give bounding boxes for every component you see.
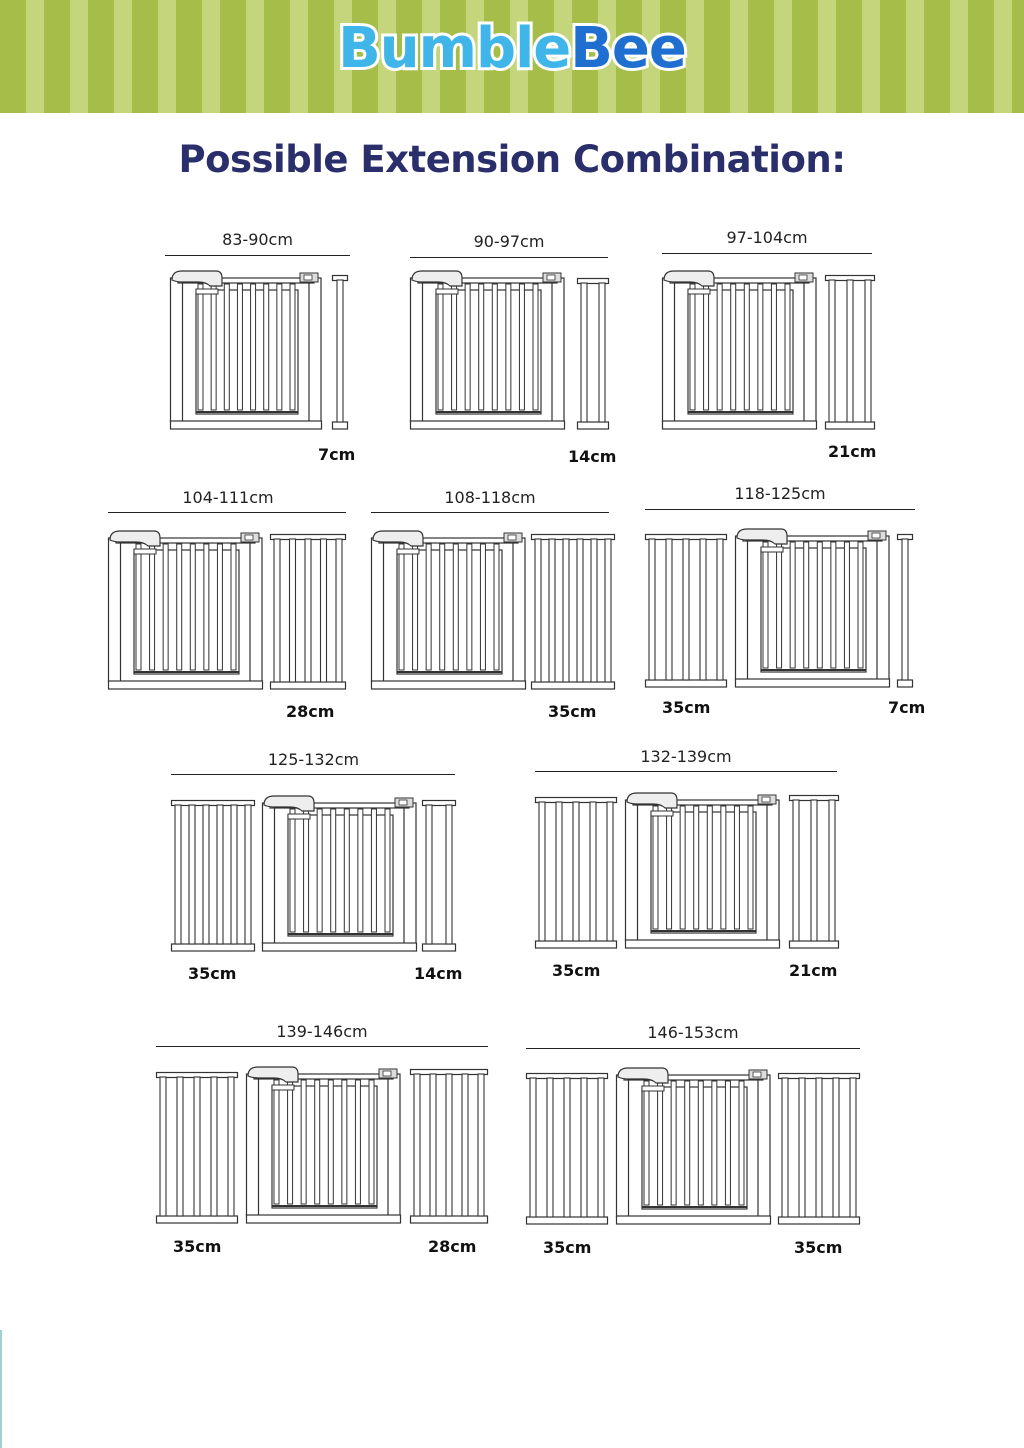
combo-3-gate: [662, 270, 817, 430]
combo-1-right-ext-label: 7cm: [318, 445, 356, 464]
combo-5-gate: [371, 530, 526, 690]
combo-7-right-extension: [422, 800, 456, 952]
combo-1-right-extension: [332, 275, 348, 430]
combo-9-gate: [246, 1066, 401, 1224]
combo-7-right-ext-label: 14cm: [414, 964, 463, 983]
combo-8-range: 132-139cm: [640, 747, 732, 766]
combo-9-right-ext-label: 28cm: [428, 1237, 477, 1256]
combo-2-range: 90-97cm: [473, 232, 545, 251]
combo-3-range: 97-104cm: [726, 228, 808, 247]
combo-9-left-extension: [156, 1072, 238, 1224]
combo-3-right-extension: [825, 275, 875, 430]
combo-5-right-extension: [531, 534, 615, 690]
combo-8-left-ext-label: 35cm: [552, 961, 601, 980]
combo-7-rule: [171, 774, 455, 775]
combo-8-right-ext-label: 21cm: [789, 961, 838, 980]
combo-7-range: 125-132cm: [267, 750, 360, 769]
combo-10-left-ext-label: 35cm: [543, 1238, 592, 1257]
combo-8-right-extension: [789, 795, 839, 949]
combo-4-right-ext-label: 28cm: [286, 702, 335, 721]
combo-10-rule: [526, 1048, 860, 1049]
combo-4-range: 104-111cm: [182, 488, 274, 507]
bumblebee-logo: BumbleBee: [338, 16, 686, 81]
combo-8-gate: [625, 792, 780, 949]
combo-7-left-extension: [171, 800, 255, 952]
combo-6-left-extension: [645, 534, 727, 688]
combo-9-range: 139-146cm: [276, 1022, 368, 1041]
combo-5-right-ext-label: 35cm: [548, 702, 597, 721]
edge-decoration: [0, 1330, 2, 1448]
combo-7-left-ext-label: 35cm: [188, 964, 237, 983]
combo-3-rule: [662, 253, 872, 254]
combo-3-right-ext-label: 21cm: [828, 442, 877, 461]
combo-2-gate: [410, 270, 565, 430]
combo-6-right-ext-label: 7cm: [888, 698, 926, 717]
combo-8-rule: [535, 771, 837, 772]
combo-1-rule: [165, 255, 350, 256]
page-title: Possible Extension Combination:: [178, 138, 846, 181]
combo-10-right-extension: [778, 1073, 860, 1225]
combo-4-right-extension: [270, 534, 346, 690]
combo-6-range: 118-125cm: [734, 484, 826, 503]
combo-1-range: 83-90cm: [222, 230, 293, 249]
combo-5-range: 108-118cm: [444, 488, 536, 507]
combo-10-range: 146-153cm: [647, 1023, 739, 1042]
combo-9-left-ext-label: 35cm: [173, 1237, 222, 1256]
combo-4-gate: [108, 530, 263, 690]
combo-7-gate: [262, 795, 417, 952]
combo-10-left-extension: [526, 1073, 608, 1225]
combo-2-rule: [410, 257, 608, 258]
combo-6-right-extension: [897, 534, 913, 688]
combo-4-rule: [108, 512, 346, 513]
combo-10-gate: [616, 1067, 771, 1225]
combo-9-right-extension: [410, 1069, 488, 1224]
combo-1-gate: [170, 270, 322, 430]
combo-5-rule: [371, 512, 609, 513]
combo-10-right-ext-label: 35cm: [794, 1238, 843, 1257]
combo-6-left-ext-label: 35cm: [662, 698, 711, 717]
combo-8-left-extension: [535, 797, 617, 949]
combo-6-gate: [735, 528, 890, 688]
combo-9-rule: [156, 1046, 488, 1047]
combo-2-right-ext-label: 14cm: [568, 447, 617, 466]
combo-6-rule: [645, 509, 915, 510]
combo-2-right-extension: [577, 278, 609, 430]
